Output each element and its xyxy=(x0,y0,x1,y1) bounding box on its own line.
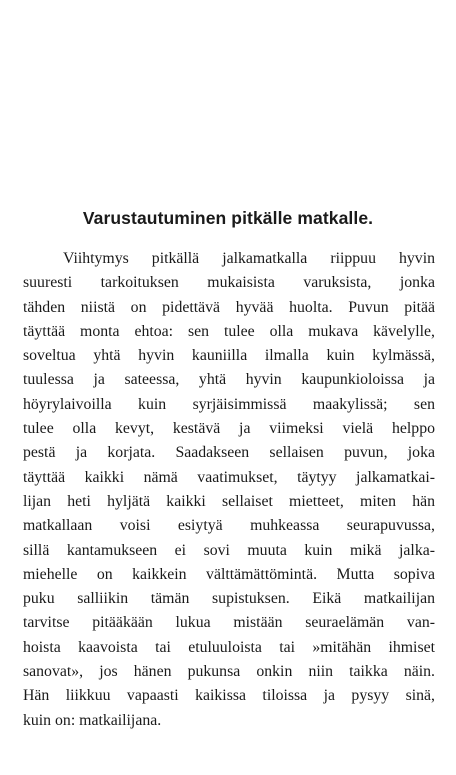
text-line: lijan heti hyljätä kaikki sellaiset mietteet, miten hän xyxy=(23,492,435,510)
text-line: tulee olla kevyt, kestävä ja viimeksi vielä helppo xyxy=(23,420,435,438)
text-line: tarvitse pitääkään lukua mistään seuraelämän van- xyxy=(23,614,435,632)
text-line: Hän liikkuu vapaasti kaikissa tiloissa ja pysyy sinä, xyxy=(23,687,435,705)
section-heading: Varustautuminen pitkälle matkalle. xyxy=(82,208,374,228)
text-line: pestä ja korjata. Saadakseen sellaisen puvun, joka xyxy=(23,444,435,462)
text-line: miehelle on kaikkein välttämättömintä. Mutta sopiva xyxy=(23,565,435,583)
text-line: höyrylaivoilla kuin syrjäisimmissä maakylissä; sen xyxy=(23,395,435,413)
text-line: sillä kantamukseen ei sovi muuta kuin mikä jalka- xyxy=(23,541,435,559)
text-line: hoista kaavoista tai etuluuloista tai »mitähän ihmiset xyxy=(23,638,435,656)
text-line: soveltua yhtä hyvin kauniilla ilmalla kuin kylmässä, xyxy=(23,347,435,365)
text-line: sanovat», jos hänen pukunsa onkin niin taikka näin. xyxy=(23,663,435,681)
body-paragraph xyxy=(23,247,435,733)
text-line: tuulessa ja sateessa, yhtä hyvin kaupunkioloissa ja xyxy=(23,371,435,389)
text-line: puku salliikin tämän supistuksen. Eikä matkailijan xyxy=(23,590,435,608)
text-line: kuin on: matkailijana. xyxy=(23,711,162,729)
text-line: tähden niistä on pidettävä hyvää huolta. Puvun pitää xyxy=(23,298,435,316)
text-line: matkallaan voisi esiytyä muhkeassa seurapuvussa, xyxy=(23,517,435,535)
text-line: täyttää monta ehtoa: sen tulee olla mukava kävelylle, xyxy=(23,322,435,340)
text-line: Viihtymys pitkällä jalkamatkalla riippuu hyvin xyxy=(63,250,435,267)
text-line: suuresti tarkoituksen mukaisista varuksista, jonka xyxy=(23,274,435,292)
text-line: täyttää kaikki nämä vaatimukset, täytyy jalkamatkai- xyxy=(23,468,435,486)
